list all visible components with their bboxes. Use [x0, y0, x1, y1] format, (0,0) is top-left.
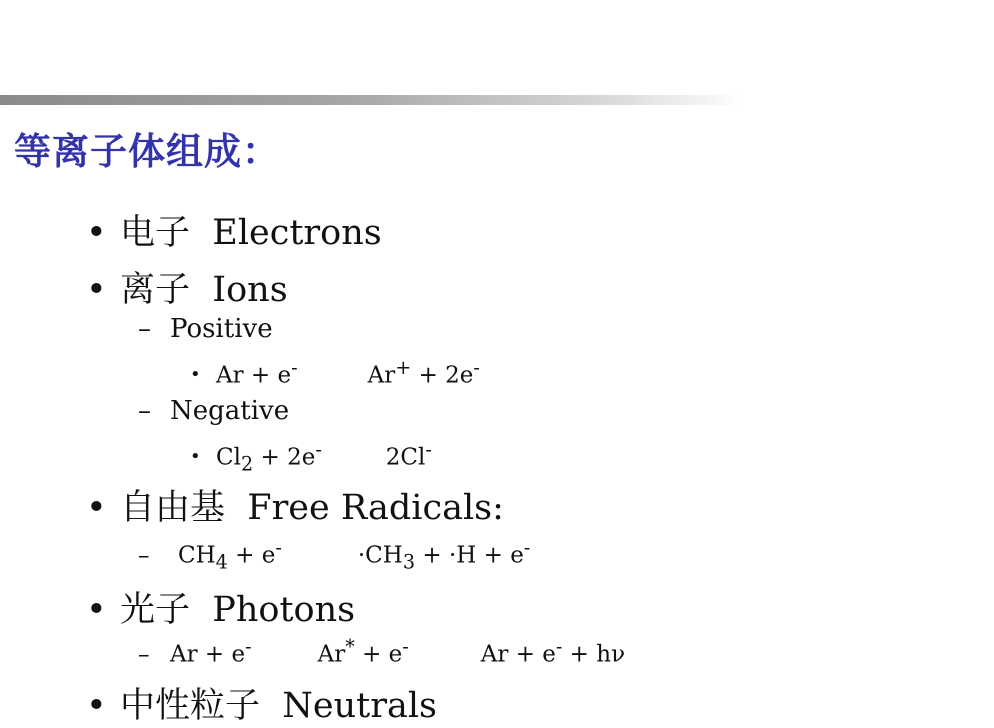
photons-eq-b-sup: * [345, 635, 355, 658]
negative-eq-left-sup: - [315, 438, 322, 461]
photons-cn: 光子 [120, 590, 191, 630]
negative-eq-left-b: + 2e [253, 444, 316, 471]
positive-label: Positive [170, 314, 273, 344]
positive-eq-right-rest-sup: - [473, 356, 480, 379]
positive-eq-right: Ar [367, 362, 396, 389]
radicals-eq-c-dot: · [357, 542, 366, 569]
bullet-dot: • [86, 686, 107, 726]
dash: – [138, 641, 150, 668]
photons-eq-a-sup: - [245, 635, 252, 658]
ions-cn: 离子 [120, 270, 191, 310]
bullet-dot: • [86, 270, 107, 310]
bullet-neutrals [86, 678, 437, 728]
header-rule [0, 95, 994, 105]
sub-bullet-dot: • [190, 363, 201, 385]
positive-eq-left-sup: - [291, 356, 298, 379]
radicals-cn: 自由基 [120, 488, 226, 528]
dash: – [138, 542, 150, 569]
radicals-eq-e: H + e [456, 542, 524, 569]
sub-bullet-dot: • [190, 445, 201, 467]
positive-eq-right-sup: + [395, 356, 412, 379]
positive-eq-left: Ar + e [216, 362, 292, 389]
photons-eq-e: + hν [562, 641, 626, 668]
bullet-dot: • [86, 488, 107, 528]
photons-eq-d: Ar + e [480, 641, 556, 668]
photons-eq-c-sup: - [402, 635, 409, 658]
radicals-eq-d: + [415, 542, 449, 569]
ions-en: Ions [212, 270, 288, 310]
negative-eq-left-sub: 2 [240, 452, 254, 476]
dash: – [138, 314, 151, 344]
photons-eq-c: + e [354, 641, 403, 668]
positive-eq-right-rest: + 2e [411, 362, 474, 389]
radicals-eq-d-dot: · [448, 542, 457, 569]
radicals-eq-c-sub: 3 [402, 550, 416, 574]
radicals-en: Free Radicals: [247, 488, 504, 528]
electrons-cn: 电子 [120, 213, 191, 253]
bullet-dot: • [86, 213, 107, 253]
radicals-eq-a: CH [178, 542, 216, 569]
negative-eq-right-sup: - [425, 438, 432, 461]
sub-positive [138, 314, 273, 344]
bullet-radicals [86, 480, 504, 530]
photons-eq-a: Ar + e [170, 641, 246, 668]
positive-equation [190, 356, 480, 389]
radicals-eq-b-sup: - [275, 536, 282, 559]
radicals-eq-c: CH [365, 542, 403, 569]
radicals-eq-a-sub: 4 [215, 550, 228, 574]
negative-eq-right: 2Cl [385, 444, 426, 471]
radicals-equation [138, 536, 530, 573]
photons-equation [138, 635, 625, 668]
negative-label: Negative [170, 396, 290, 426]
bullet-dot: • [86, 590, 107, 630]
radicals-eq-e-sup: - [523, 536, 531, 559]
photons-eq-b: Ar [317, 641, 346, 668]
bullet-electrons [86, 205, 382, 255]
photons-eq-d-sup: - [555, 635, 563, 658]
neutrals-cn: 中性粒子 [120, 686, 261, 726]
negative-equation [190, 438, 432, 475]
neutrals-en: Neutrals [282, 686, 437, 726]
slide-title: 等离子体组成： [14, 130, 280, 173]
bullet-photons [86, 582, 355, 632]
bullet-ions [86, 262, 288, 312]
dash: – [138, 396, 151, 426]
electrons-en: Electrons [212, 213, 382, 253]
photons-en: Photons [212, 590, 356, 630]
sub-negative [138, 396, 289, 426]
radicals-eq-b: + e [227, 542, 276, 569]
negative-eq-left-a: Cl [216, 444, 241, 471]
